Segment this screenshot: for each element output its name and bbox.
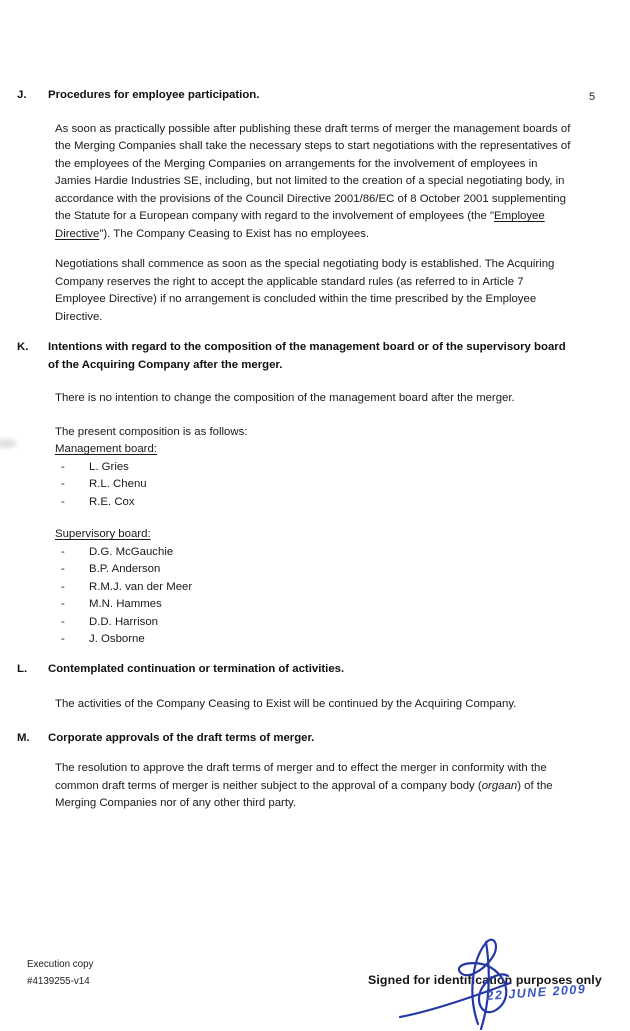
text-line: Directive.	[55, 310, 103, 323]
section-j-header	[17, 87, 630, 105]
section-j-letter: J.	[17, 89, 27, 101]
paragraph-m1	[55, 760, 630, 813]
page-number: 5	[589, 91, 596, 103]
paragraph-j2	[55, 256, 630, 326]
document-reference-number: #4139255-v14	[27, 976, 90, 987]
list-item	[55, 459, 630, 477]
section-m-letter: M.	[17, 732, 30, 744]
list-item	[55, 561, 630, 579]
text-line: Company reserves the right to accept the applicable standard rules (as referred to in Article 7	[55, 275, 524, 288]
dash-bullet: -	[61, 633, 65, 645]
text-line: Intentions with regard to the composition of the management board or of the supervisory board	[48, 341, 566, 353]
list-item-label: B.P. Anderson	[89, 563, 161, 575]
text-line: the Merging Companies shall take the necessary steps to start negotiations with the representatives of	[55, 140, 571, 152]
management-board-list	[55, 459, 630, 512]
document-page	[0, 87, 630, 1028]
section-l-letter: L.	[17, 663, 28, 675]
dash-bullet: -	[61, 495, 65, 508]
list-item	[55, 614, 630, 632]
text-line: Merging Companies nor of any other third party.	[55, 797, 297, 809]
paragraph-k2	[55, 424, 630, 459]
text-line: Supervisory board:	[55, 528, 151, 540]
list-item	[55, 631, 630, 649]
list-item	[55, 476, 630, 494]
document-body	[0, 87, 630, 813]
list-item-label: M.N. Hammes	[89, 598, 162, 610]
list-item	[55, 596, 630, 614]
text-line: Management board:	[55, 443, 157, 455]
text-line: Jamies Hardie Industries SE, including, but not limited to the creation of a special negotiating body, in	[55, 175, 565, 187]
text-line: the employees of the Merging Companies on arrangements for the involvement of employees in	[55, 157, 538, 170]
list-item-label: R.E. Cox	[89, 495, 135, 508]
list-item	[55, 579, 630, 597]
list-item-label: R.L. Chenu	[89, 478, 147, 490]
text-line: As soon as practically possible after publishing these draft terms of merger the management boards of	[55, 122, 571, 135]
paragraph-k1	[55, 390, 630, 408]
list-item	[55, 494, 630, 512]
list-item	[55, 544, 630, 562]
supervisory-board-list	[55, 544, 630, 649]
section-l-header	[17, 661, 630, 679]
text-line: The resolution to approve the draft terms of merger and to effect the merger in conformity with the	[55, 762, 547, 774]
dash-bullet: -	[61, 563, 65, 575]
list-item-label: D.D. Harrison	[89, 615, 158, 628]
section-j-heading	[48, 87, 259, 105]
section-k-letter: K.	[17, 341, 29, 353]
dash-bullet: -	[61, 460, 65, 473]
section-m-header	[17, 730, 630, 748]
list-item-label: J. Osborne	[89, 633, 145, 645]
text-line: accordance with the provisions of the Council Directive 2001/86/EC of 8 October 2001 supplementing	[55, 192, 566, 205]
signed-for-identification-stamp: Signed for identification purposes only	[368, 973, 602, 987]
text-line: The present composition is as follows:	[55, 425, 248, 438]
dash-bullet: -	[61, 545, 65, 558]
text-line: Directive"). The Company Ceasing to Exist has no employees.	[55, 227, 370, 240]
list-item-label: R.M.J. van der Meer	[89, 580, 193, 593]
text-line: Corporate approvals of the draft terms of merger.	[48, 732, 315, 744]
dash-bullet: -	[61, 478, 65, 490]
text-line: Negotiations shall commence as soon as the special negotiating body is established. The Acquiring	[55, 258, 555, 270]
text-line: of the Acquiring Company after the merger.	[48, 358, 283, 371]
text-line: common draft terms of merger is neither subject to the approval of a company body (orgaan) of the	[55, 779, 553, 792]
execution-copy-label: Execution copy	[27, 959, 94, 970]
handwritten-date: 22 JUNE 2009	[486, 982, 587, 1003]
signature-loops	[459, 940, 508, 1024]
dash-bullet: -	[61, 615, 65, 628]
footer-left	[27, 956, 93, 990]
text-line: Contemplated continuation or termination of activities.	[48, 663, 345, 675]
list-item-label: L. Gries	[89, 460, 129, 473]
section-l-heading	[48, 661, 344, 679]
text-line: the Statute for a European company with regard to the involvement of employees (the "Employee	[55, 210, 545, 222]
paragraph-k3	[55, 526, 630, 544]
dash-bullet: -	[61, 580, 65, 593]
list-item-label: D.G. McGauchie	[89, 545, 174, 558]
text-line: There is no intention to change the composition of the management board after the merger.	[55, 392, 515, 404]
section-m-heading	[48, 730, 314, 748]
dash-bullet: -	[61, 598, 65, 610]
paragraph-j1	[55, 121, 630, 244]
text-line: The activities of the Company Ceasing to Exist will be continued by the Acquiring Company.	[55, 698, 517, 710]
paragraph-l1	[55, 696, 630, 714]
section-k-heading	[48, 339, 566, 374]
text-line: Employee Directive) if no arrangement is concluded within the time prescribed by the Employee	[55, 293, 537, 305]
text-line: Procedures for employee participation.	[48, 89, 260, 101]
section-k-header	[17, 339, 630, 374]
